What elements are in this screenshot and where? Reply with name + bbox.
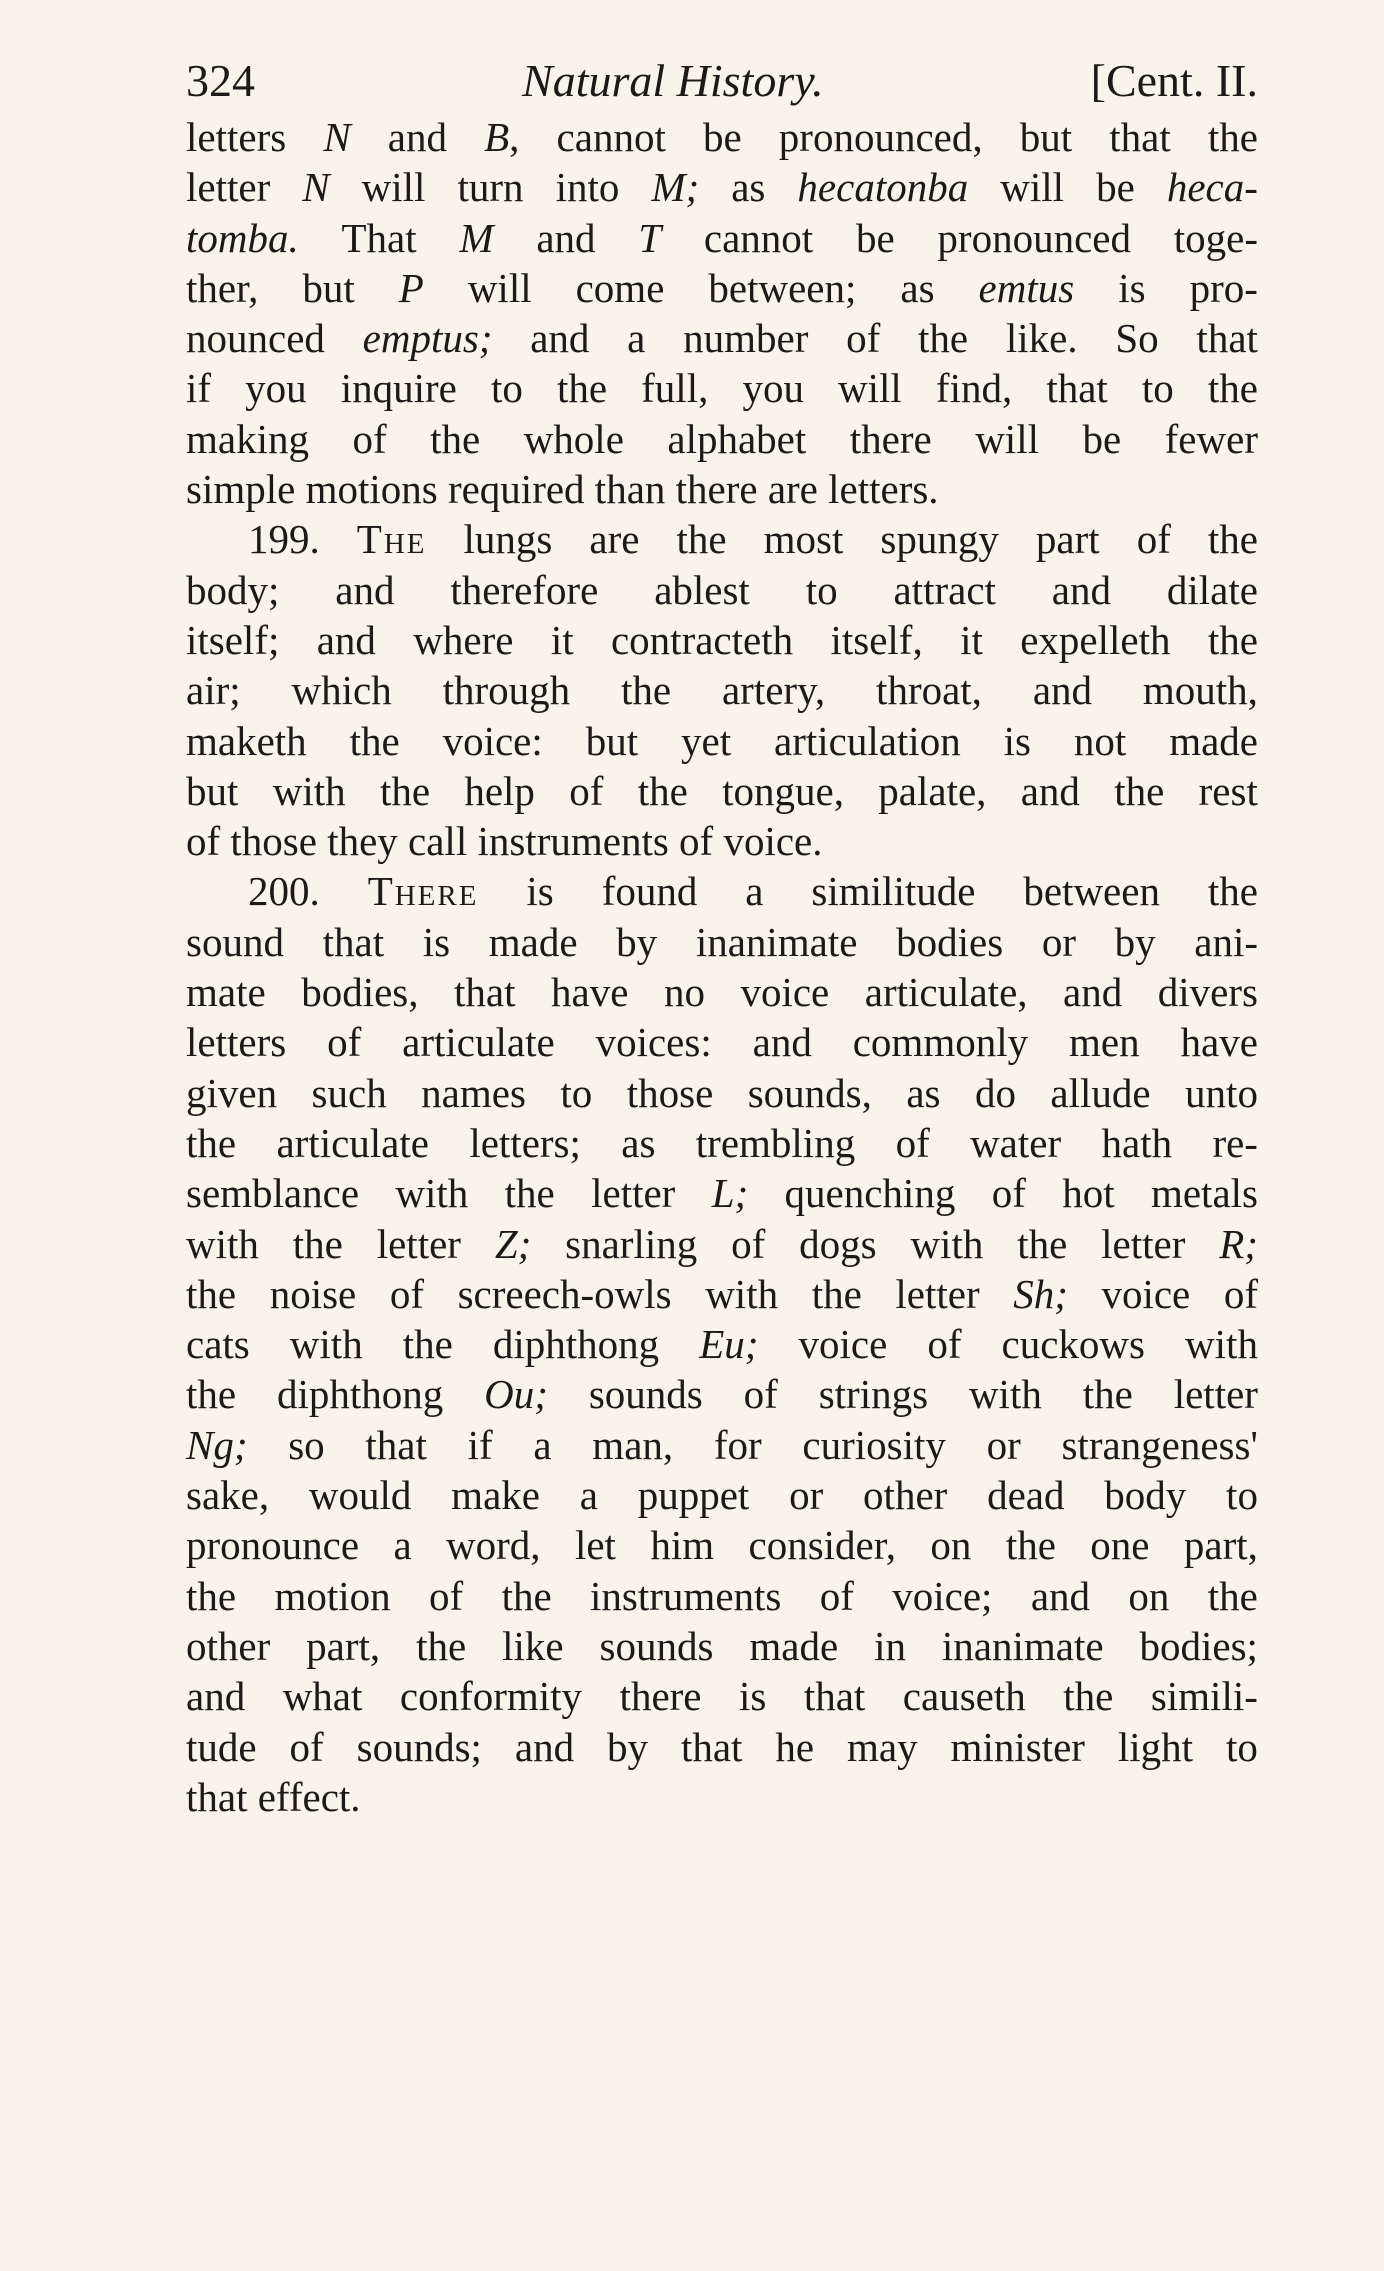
book-page xyxy=(186,50,1258,1822)
section-label: [Cent. II. xyxy=(1090,55,1258,106)
text-line: sound that is made by inanimate bodies or by ani- xyxy=(186,918,1258,965)
text-line: 199. The lungs are the most spungy part of the xyxy=(248,516,1258,563)
text-line: letters of articulate voices: and commonly men have xyxy=(186,1019,1258,1066)
text-line: 200. There is found a similitude between the xyxy=(248,868,1258,915)
running-title: Natural History. xyxy=(522,55,824,106)
text-line: nounced emptus; and a number of the like. So that xyxy=(186,315,1258,362)
text-line: if you inquire to the full, you will find, that to the xyxy=(186,365,1258,412)
text-line: with the letter Z; snarling of dogs with the letter R; xyxy=(186,1220,1258,1267)
text-line: of those they call instruments of voice. xyxy=(186,818,823,865)
text-line: that effect. xyxy=(186,1773,361,1820)
text-line: cats with the diphthong Eu; voice of cuckows with xyxy=(186,1321,1258,1368)
text-line: the diphthong Ou; sounds of strings with the letter xyxy=(186,1371,1258,1418)
text-line: semblance with the letter L; quenching of hot metals xyxy=(186,1170,1258,1217)
text-line: tomba. That M and T cannot be pronounced toge- xyxy=(186,214,1258,261)
text-line: letters N and B, cannot be pronounced, but that the xyxy=(186,114,1258,160)
text-line: ther, but P will come between; as emtus is pro- xyxy=(186,264,1258,311)
text-line: but with the help of the tongue, palate, and the rest xyxy=(186,767,1258,814)
text-line: given such names to those sounds, as do allude unto xyxy=(186,1069,1258,1116)
text-line: Ng; so that if a man, for curiosity or strangeness' xyxy=(186,1421,1258,1468)
text-line: air; which through the artery, throat, and mouth, xyxy=(186,667,1258,714)
text-line: pronounce a word, let him consider, on the one part, xyxy=(186,1522,1258,1569)
text-line: the articulate letters; as trembling of water hath re- xyxy=(186,1119,1258,1166)
text-line: making of the whole alphabet there will be fewer xyxy=(186,415,1258,462)
text-line: mate bodies, that have no voice articulate, and divers xyxy=(186,969,1258,1016)
text-line: the noise of screech-owls with the letter Sh; voice of xyxy=(186,1270,1258,1317)
text-line: the motion of the instruments of voice; and on the xyxy=(186,1572,1258,1619)
body-text xyxy=(186,112,1258,1822)
text-line: body; and therefore ablest to attract and dilate xyxy=(186,566,1258,613)
page-number: 324 xyxy=(186,55,255,106)
text-line: maketh the voice: but yet articulation is not made xyxy=(186,717,1258,764)
text-line: tude of sounds; and by that he may minister light to xyxy=(186,1723,1258,1770)
text-line: simple motions required than there are letters. xyxy=(186,466,939,513)
text-line: itself; and where it contracteth itself, it expelleth the xyxy=(186,616,1258,663)
text-line: other part, the like sounds made in inanimate bodies; xyxy=(186,1622,1258,1669)
text-line: letter N will turn into M; as hecatonba will be heca- xyxy=(186,164,1258,211)
running-header xyxy=(186,50,1258,112)
text-line: sake, would make a puppet or other dead body to xyxy=(186,1472,1258,1519)
text-line: and what conformity there is that causeth the simili- xyxy=(186,1673,1258,1720)
